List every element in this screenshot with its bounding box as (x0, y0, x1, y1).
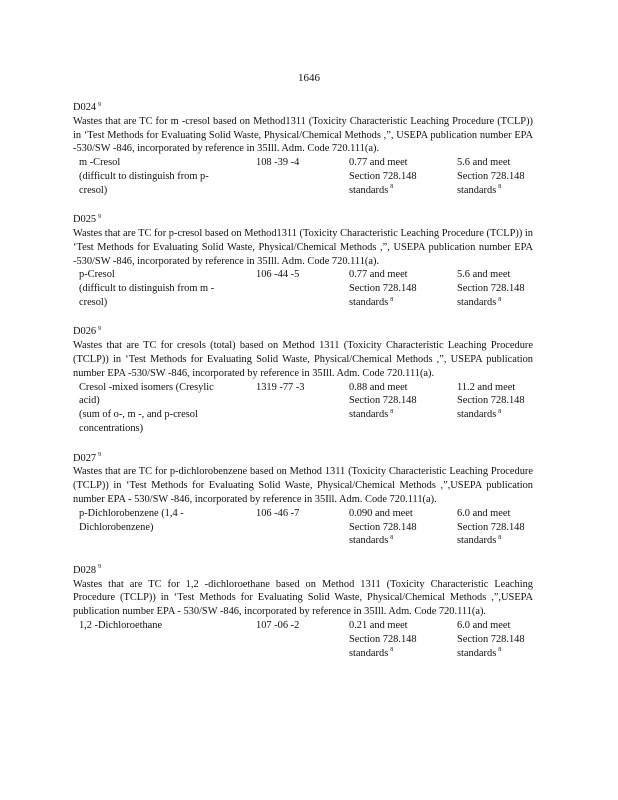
constituent-name: 1,2 -Dichloroethane (79, 619, 163, 631)
constituent-row (73, 507, 533, 549)
footnote-ref: 9 (98, 564, 102, 571)
cas-number: 106 -46 -7 (256, 507, 300, 519)
waste-code: D024 $^9$ (73, 101, 102, 113)
wastewater-standard: 0.88 and meet Section 728.148 standards $^8$ (349, 381, 417, 421)
wastewater-standard: 0.21 and meet Section 728.148 standards $^8$ (349, 619, 417, 659)
constituent-row (73, 619, 533, 661)
waste-description: Wastes that are TC for p-cresol based on Method1311 (Toxicity Characteristic Leaching Procedure (TCLP)) in ‘Test Methods for Evaluating Solid Waste, Physical/Chemical Methods ,”, USEPA publication number EPA -530/SW -846, incorporated by reference in 35Ill. Adm. Code 720.111(a). (73, 227, 533, 267)
footnote-ref: 9 (98, 213, 102, 220)
wastewater-standard: 0.090 and meet Section 728.148 standards $^8$ (349, 507, 417, 547)
constituent-name: p-Dichlorobenzene (1,4 - Dichlorobenzene) (79, 507, 184, 533)
nonwastewater-standard: 6.0 and meet Section 728.148 standards $^8$ (457, 507, 525, 547)
nonwastewater-standard: 5.6 and meet Section 728.148 standards $^8$ (457, 269, 525, 308)
wastewater-standard: 0.77 and meet Section 728.148 standards $^8$ (349, 269, 417, 308)
waste-entry (73, 213, 533, 310)
nonwastewater-standard: 11.2 and meet Section 728.148 standards $^8$ (457, 381, 525, 421)
waste-code: D027 $^9$ (73, 452, 102, 464)
nonwastewater-standard: 6.0 and meet Section 728.148 standards $^8$ (457, 619, 525, 659)
waste-description: Wastes that are TC for p-dichlorobenzene based on Method 1311 (Toxicity Characteristic Leaching Procedure (TCLP)) in ‘Test Methods for Evaluating Solid Waste, Physical/Chemical Methods ,”,USEPA publication number EPA - 530/SW -846, incorporated by reference in 35Ill. Adm. Code 720.111(a). (73, 466, 533, 505)
footnote-ref: 9 (98, 452, 102, 459)
waste-code-listing (73, 101, 533, 676)
constituent-name: m -Cresol (difficult to distinguish from p- cresol) (79, 157, 209, 196)
waste-description: Wastes that are TC for m -cresol based on Method1311 (Toxicity Characteristic Leaching Procedure (TCLP)) in ‘Test Methods for Evaluating Solid Waste, Physical/Chemical Methods ,”, USEPA publication number EPA -530/SW -846, incorporated by reference in 35Ill. Adm. Code 720.111(a). (73, 115, 533, 155)
waste-description: Wastes that are TC for 1,2 -dichloroethane based on Method 1311 (Toxicity Characteristic Leaching Procedure (TCLP)) in ‘Test Methods for Evaluating Solid Waste, Physical/Chemical Methods ,”,USEPA publication number EPA - 530/SW -846, incorporated by reference in 35Ill. Adm. Code 720.111(a). (73, 578, 533, 618)
cas-number: 108 -39 -4 (256, 157, 300, 169)
waste-entry (73, 101, 533, 198)
waste-code: D025 $^9$ (73, 213, 102, 226)
constituent-row (73, 381, 533, 437)
waste-description: Wastes that are TC for cresols (total) based on Method 1311 (Toxicity Characteristic Leaching Procedure (TCLP)) in ‘Test Methods for Evaluating Solid Waste, Physical/Chemical Methods ,”, USEPA publication number EPA -530/SW -846, incorporated by reference in 35Ill. Adm. Code 720.111(a). (73, 340, 533, 379)
cas-number: 1319 -77 -3 (256, 381, 305, 393)
constituent-row (73, 268, 533, 310)
nonwastewater-standard: 5.6 and meet Section 728.148 standards $^8$ (457, 157, 525, 196)
constituent-row (73, 156, 533, 198)
footnote-ref: 9 (98, 101, 102, 108)
waste-code: D028 $^9$ (73, 564, 102, 576)
waste-entry (73, 452, 533, 549)
waste-code: D026 $^9$ (73, 325, 102, 338)
cas-number: 106 -44 -5 (256, 269, 300, 281)
waste-entry (73, 325, 533, 436)
page-number: 1646 (298, 72, 320, 84)
footnote-ref: 9 (98, 325, 102, 332)
waste-entry (73, 564, 533, 661)
wastewater-standard: 0.77 and meet Section 728.148 standards $^8$ (349, 157, 417, 196)
cas-number: 107 -06 -2 (256, 619, 300, 631)
constituent-name: p-Cresol (difficult to distinguish from m - cresol) (79, 269, 215, 308)
constituent-name: Cresol -mixed isomers (Cresylic acid) (sum of o-, m -, and p-cresol concentrations) (79, 381, 214, 434)
